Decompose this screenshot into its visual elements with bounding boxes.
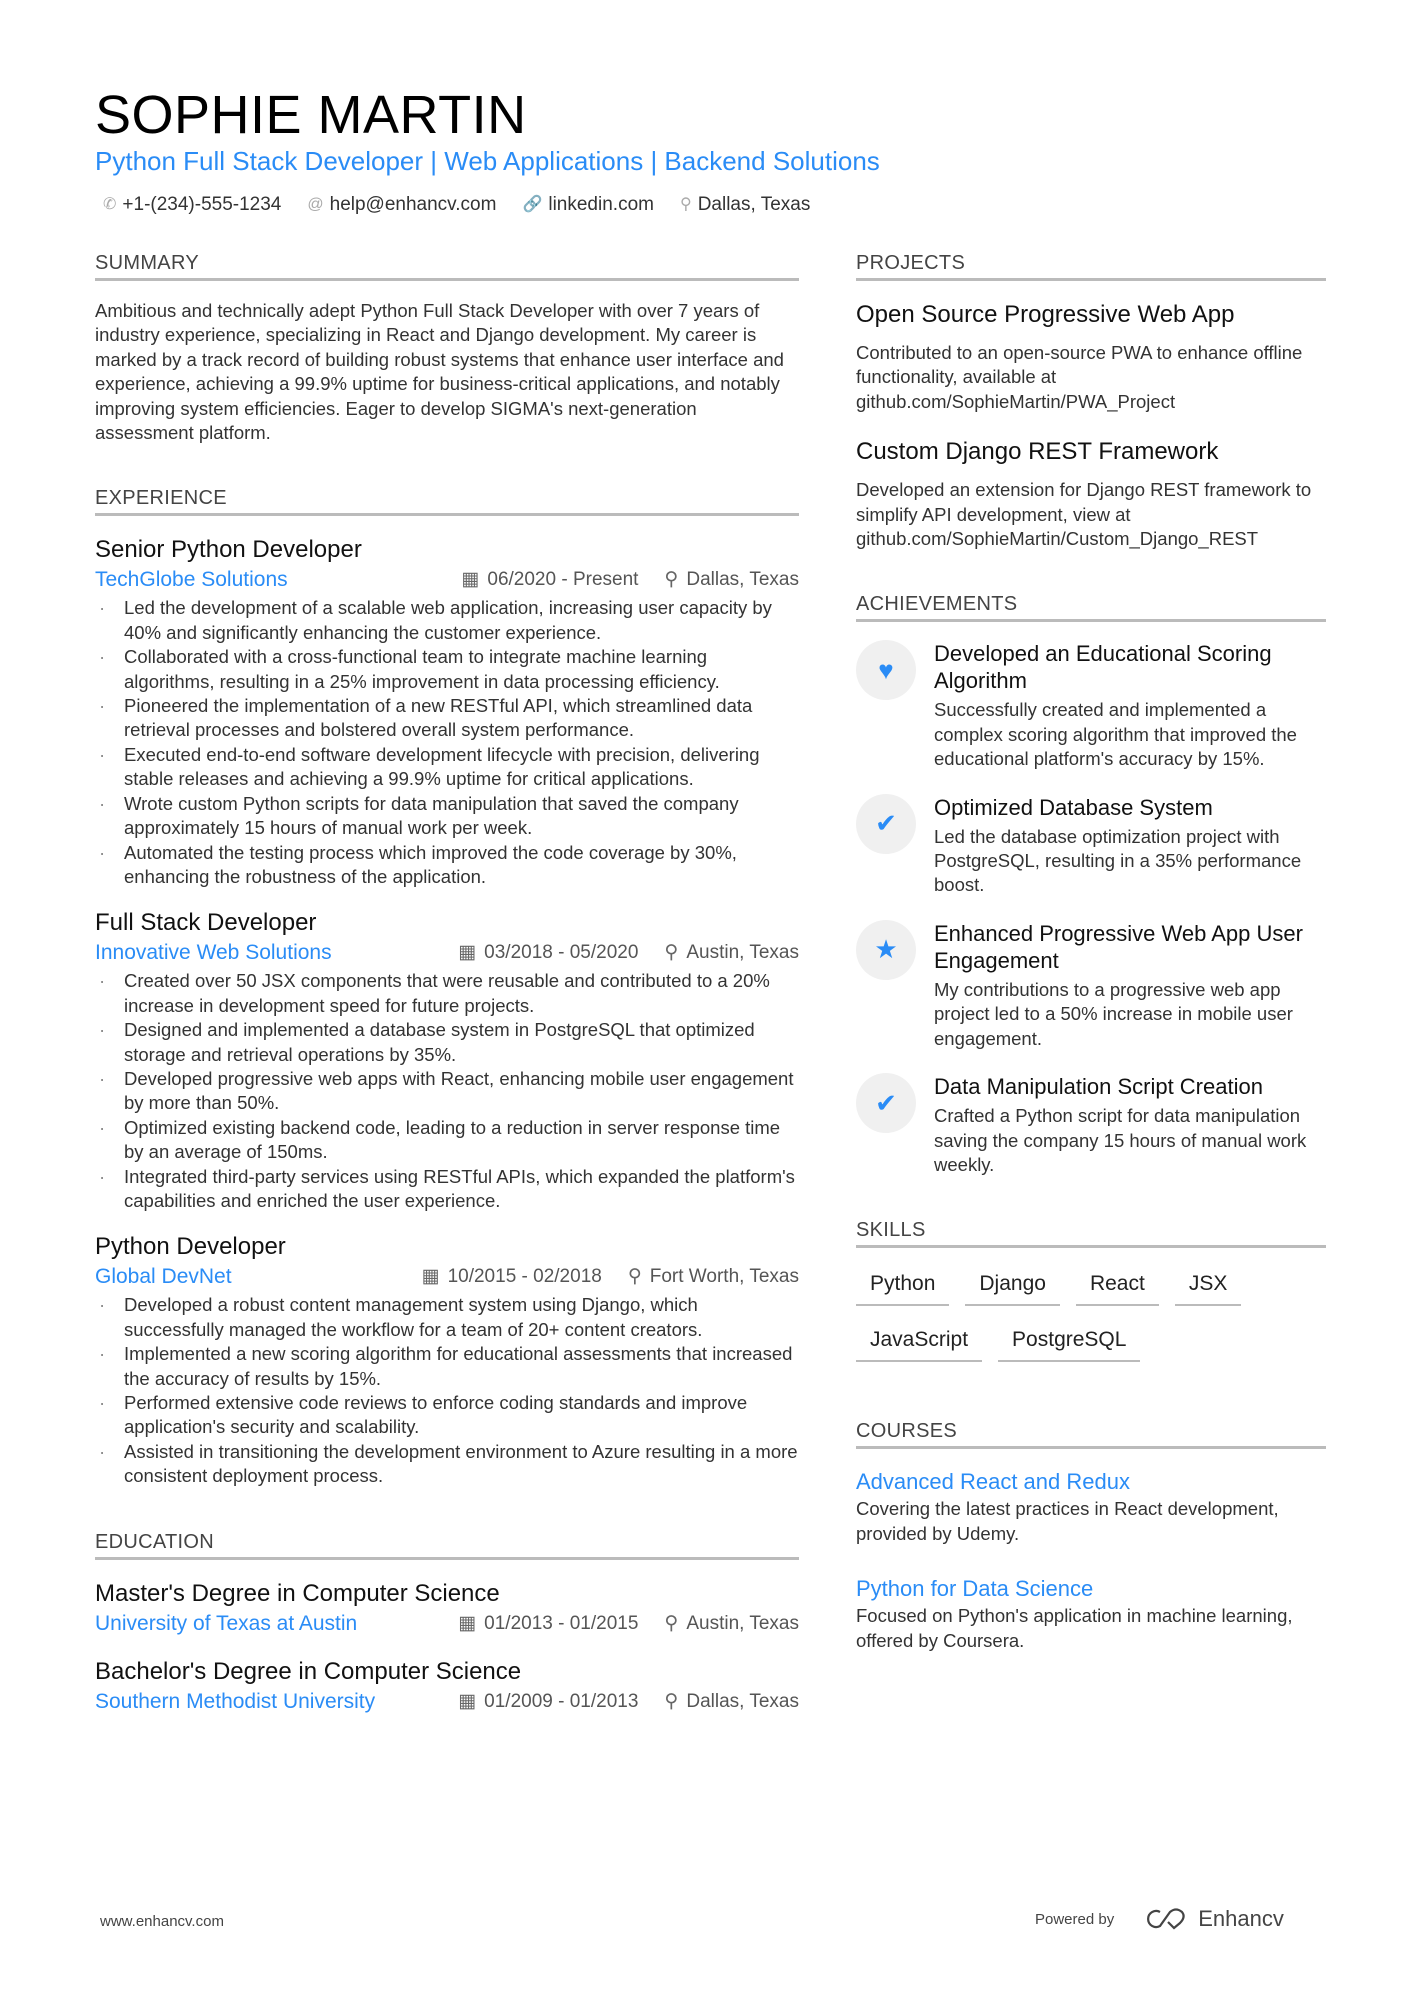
at-icon: @	[307, 196, 324, 213]
education-section	[95, 1529, 799, 1716]
link-icon: 🔗	[522, 196, 543, 213]
bullet-item: · Developed progressive web apps with React, enhancing mobile user engagement by more than 50%.	[95, 1067, 799, 1116]
section-title: COURSES	[856, 1418, 1326, 1449]
date-text: 06/2020 - Present	[487, 569, 639, 591]
job-meta	[95, 939, 799, 967]
powered-by-label: Powered by	[1035, 1910, 1115, 1928]
section-title: SUMMARY	[95, 250, 799, 281]
job-title: Python Developer	[95, 1233, 286, 1261]
contact-item[interactable]	[103, 192, 281, 218]
location	[664, 1610, 799, 1638]
education-meta	[95, 1688, 799, 1716]
location	[664, 939, 799, 967]
skill-tag: PostgreSQL	[998, 1322, 1140, 1362]
calendar-icon: ▦	[421, 1266, 440, 1288]
location-icon: ⚲	[664, 942, 679, 964]
course-title[interactable]: Python for Data Science	[856, 1576, 1094, 1602]
skills-section	[856, 1217, 1326, 1362]
degree-title: Master's Degree in Computer Science	[95, 1579, 500, 1607]
location-text: Dallas, Texas	[686, 1690, 799, 1712]
course-entry	[856, 1574, 1326, 1653]
project-description: Contributed to an open-source PWA to enhance offline functionality, available at github.com/SophieMartin/PWA_Project	[856, 342, 1303, 412]
calendar-icon: ▦	[461, 569, 480, 591]
bullet-list	[95, 596, 799, 889]
location-text: Austin, Texas	[686, 1612, 799, 1634]
footer-branding	[1035, 1906, 1284, 1932]
right-column	[856, 250, 1326, 1681]
experience-entry	[95, 907, 799, 1213]
achievement-description: Crafted a Python script for data manipulation saving the company 15 hours of manual work weekly.	[934, 1105, 1307, 1175]
job-meta	[95, 566, 799, 594]
bullet-list	[95, 1293, 799, 1488]
meta-info	[422, 1263, 799, 1291]
achievement-body	[934, 920, 1326, 1051]
candidate-headline: Python Full Stack Developer | Web Applications | Backend Solutions	[95, 146, 880, 176]
company-name[interactable]: TechGlobe Solutions	[95, 568, 288, 592]
bullet-item: · Pioneered the implementation of a new RESTful API, which streamlined data retrieval processes and bolstered overall system performance.	[95, 694, 799, 743]
contact-text: help@enhancv.com	[329, 194, 497, 215]
projects-section	[856, 250, 1326, 551]
check-icon: ✔	[856, 1073, 916, 1133]
section-title: SKILLS	[856, 1217, 1326, 1248]
date-range	[422, 1263, 602, 1291]
bullet-item: · Wrote custom Python scripts for data manipulation that saved the company approximately 15 hours of manual work per week.	[95, 792, 799, 841]
achievement-entry	[856, 640, 1326, 771]
enhancv-logo-icon	[1142, 1907, 1188, 1931]
project-title: Open Source Progressive Web App	[856, 301, 1235, 328]
contact-item[interactable]	[307, 192, 496, 218]
summary-section	[95, 250, 799, 445]
achievements-section	[856, 591, 1326, 1177]
company-name[interactable]: Innovative Web Solutions	[95, 941, 332, 965]
skill-tag: JSX	[1175, 1266, 1242, 1306]
bullet-item: · Integrated third-party services using RESTful APIs, which expanded the platform's capabilities and enriched the user experience.	[95, 1165, 799, 1214]
section-title: EXPERIENCE	[95, 485, 799, 516]
contact-text: +1-(234)-555-1234	[122, 194, 282, 215]
calendar-icon: ▦	[458, 1690, 477, 1712]
date-range	[458, 1688, 638, 1716]
project-description: Developed an extension for Django REST framework to simplify API development, view at github.com/SophieMartin/Custom_Django_REST	[856, 479, 1312, 550]
brand-name: Enhancv	[1198, 1906, 1284, 1931]
project-entry	[856, 299, 1326, 414]
achievement-body	[934, 794, 1326, 898]
school-name[interactable]: University of Texas at Austin	[95, 1611, 358, 1635]
bullet-list	[95, 969, 799, 1213]
date-range	[461, 566, 638, 594]
heart-icon: ♥	[856, 640, 916, 700]
achievement-entry	[856, 794, 1326, 898]
location-icon: ⚲	[679, 196, 692, 213]
check-icon: ✔	[856, 794, 916, 854]
achievement-title: Developed an Educational Scoring Algorithm	[934, 641, 1272, 694]
achievement-body	[934, 1073, 1326, 1177]
bullet-item: · Optimized existing backend code, leading to a reduction in server response time by an average of 150ms.	[95, 1116, 799, 1165]
experience-entry	[95, 534, 799, 889]
contact-text: linkedin.com	[548, 194, 654, 215]
course-description: Covering the latest practices in React development, provided by Udemy.	[856, 1498, 1279, 1544]
contact-item[interactable]	[522, 192, 654, 218]
date-range	[458, 939, 638, 967]
job-title: Senior Python Developer	[95, 536, 362, 564]
location-text: Dallas, Texas	[686, 569, 799, 591]
achievement-body	[934, 640, 1326, 771]
summary-text: Ambitious and technically adept Python Full Stack Developer with over 7 years of industry experience, specializing in React and Django development. My career is marked by a track record of building robust systems that enhance user interface and experience, achieving a 99.9% uptime for business-critical applications, and notably improving system efficiencies. Eager to develop SIGMA's next-generation assessment platform.	[95, 300, 784, 444]
bullet-item: · Led the development of a scalable web application, increasing user capacity by 40% and significantly enhancing the customer experience.	[95, 596, 799, 645]
location-icon: ⚲	[664, 1690, 679, 1712]
company-name[interactable]: Global DevNet	[95, 1265, 232, 1289]
section-title: EDUCATION	[95, 1529, 799, 1560]
course-description: Focused on Python's application in machine learning, offered by Coursera.	[856, 1605, 1293, 1651]
calendar-icon: ▦	[458, 942, 477, 964]
achievement-entry	[856, 920, 1326, 1051]
bullet-item: · Automated the testing process which improved the code coverage by 30%, enhancing the robustness of the application.	[95, 841, 799, 890]
enhancv-logo	[1142, 1906, 1284, 1932]
footer-website[interactable]: www.enhancv.com	[100, 1913, 224, 1930]
project-entry	[856, 436, 1326, 551]
achievement-title: Optimized Database System	[934, 794, 1213, 820]
bullet-item: · Collaborated with a cross-functional team to integrate machine learning algorithms, resulting in a 25% improvement in data processing efficiency.	[95, 645, 799, 694]
skill-tag: React	[1076, 1266, 1159, 1306]
meta-info	[461, 566, 799, 594]
section-title: PROJECTS	[856, 250, 1326, 281]
job-title: Full Stack Developer	[95, 909, 317, 937]
bullet-item: · Implemented a new scoring algorithm for educational assessments that increased the accuracy of results by 15%.	[95, 1342, 799, 1391]
experience-entry	[95, 1231, 799, 1488]
location-icon: ⚲	[664, 1612, 679, 1634]
degree-title: Bachelor's Degree in Computer Science	[95, 1657, 522, 1685]
location-icon: ⚲	[664, 569, 679, 591]
skill-tag: JavaScript	[856, 1322, 982, 1362]
skill-tag: Python	[856, 1266, 949, 1306]
date-text: 01/2013 - 01/2015	[484, 1612, 639, 1634]
contact-text: Dallas, Texas	[697, 194, 811, 215]
achievement-description: My contributions to a progressive web app project led to a 50% increase in mobile user engagement.	[934, 978, 1293, 1049]
bullet-item: · Executed end-to-end software development lifecycle with precision, delivering stable releases and achieving a 99.9% uptime for critical applications.	[95, 743, 799, 792]
date-text: 01/2009 - 01/2013	[484, 1690, 639, 1712]
bullet-item: · Developed a robust content management system using Django, which successfully managed the workflow for a team of 20+ content creators.	[95, 1293, 799, 1342]
bullet-item: · Designed and implemented a database system in PostgreSQL that optimized storage and retrieval operations by 35%.	[95, 1018, 799, 1067]
location	[664, 566, 799, 594]
achievement-title: Enhanced Progressive Web App User Engagement	[934, 920, 1303, 973]
course-title[interactable]: Advanced React and Redux	[856, 1469, 1130, 1495]
skill-tag: Django	[965, 1266, 1060, 1306]
date-range	[458, 1610, 638, 1638]
course-entry	[856, 1467, 1326, 1546]
calendar-icon: ▦	[458, 1612, 477, 1634]
courses-section	[856, 1418, 1326, 1653]
bullet-item: · Performed extensive code reviews to enforce coding standards and improve application's security and scalability.	[95, 1391, 799, 1440]
meta-info	[458, 939, 799, 967]
location-text: Fort Worth, Texas	[649, 1266, 799, 1288]
phone-icon: ✆	[103, 196, 117, 213]
location-icon: ⚲	[627, 1266, 642, 1288]
location-text: Austin, Texas	[686, 942, 799, 964]
education-meta	[95, 1610, 799, 1638]
project-title: Custom Django REST Framework	[856, 438, 1219, 466]
location	[664, 1688, 799, 1716]
section-title: ACHIEVEMENTS	[856, 591, 1326, 622]
education-entry	[95, 1656, 799, 1716]
date-text: 03/2018 - 05/2020	[484, 942, 639, 964]
job-meta	[95, 1263, 799, 1291]
candidate-name: SOPHIE MARTIN	[95, 85, 527, 145]
star-icon: ★	[856, 920, 916, 980]
education-entry	[95, 1578, 799, 1638]
bullet-item: · Assisted in transitioning the development environment to Azure resulting in a more consistent deployment process.	[95, 1440, 799, 1489]
achievement-description: Led the database optimization project with PostgreSQL, resulting in a 35% performance boost.	[934, 825, 1302, 896]
left-column	[95, 250, 799, 1756]
location	[628, 1263, 799, 1291]
meta-info	[458, 1688, 799, 1716]
bullet-item: · Created over 50 JSX components that were reusable and contributed to a 20% increase in development speed for future projects.	[95, 969, 799, 1018]
achievement-entry	[856, 1073, 1326, 1177]
contact-bar	[103, 192, 810, 218]
experience-section	[95, 485, 799, 1488]
school-name[interactable]: Southern Methodist University	[95, 1689, 376, 1713]
contact-item[interactable]	[680, 192, 810, 218]
achievement-description: Successfully created and implemented a complex scoring algorithm that improved the educational platform's accuracy by 15%.	[934, 699, 1297, 770]
meta-info	[458, 1610, 799, 1638]
achievement-title: Data Manipulation Script Creation	[934, 1074, 1263, 1100]
date-text: 10/2015 - 02/2018	[447, 1266, 602, 1288]
